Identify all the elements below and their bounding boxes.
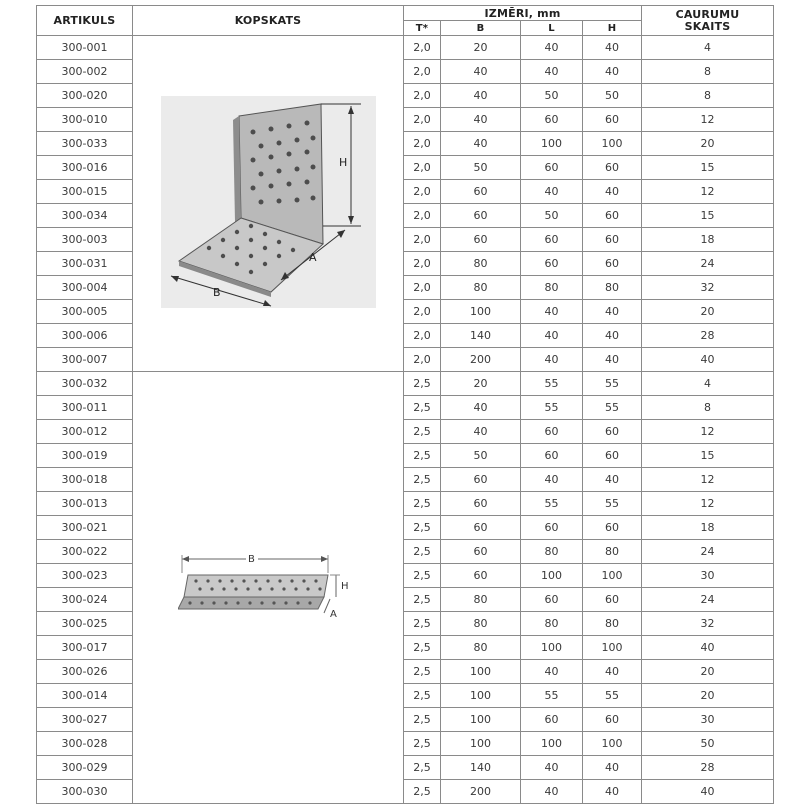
cell-artikuls: 300-013	[37, 492, 133, 516]
cell-h: 50	[583, 84, 642, 108]
cell-holes: 20	[642, 684, 774, 708]
cell-t: 2,5	[404, 780, 441, 804]
cell-holes: 8	[642, 60, 774, 84]
cell-b: 50	[441, 444, 521, 468]
cell-h: 55	[583, 492, 642, 516]
cell-holes: 4	[642, 372, 774, 396]
cell-l: 100	[521, 132, 583, 156]
cell-l: 60	[521, 444, 583, 468]
cell-artikuls: 300-031	[37, 252, 133, 276]
cell-b: 100	[441, 732, 521, 756]
cell-holes: 15	[642, 444, 774, 468]
cell-artikuls: 300-003	[37, 228, 133, 252]
cell-h: 40	[583, 324, 642, 348]
cell-l: 40	[521, 468, 583, 492]
cell-artikuls: 300-001	[37, 36, 133, 60]
angle-bracket-diagram	[161, 96, 376, 308]
cell-artikuls: 300-012	[37, 420, 133, 444]
cell-h: 60	[583, 108, 642, 132]
cell-holes: 20	[642, 300, 774, 324]
cell-h: 80	[583, 540, 642, 564]
cell-holes: 8	[642, 396, 774, 420]
cell-h: 55	[583, 372, 642, 396]
cell-t: 2,5	[404, 492, 441, 516]
header-artikuls: ARTIKULS	[37, 6, 133, 36]
cell-t: 2,0	[404, 348, 441, 372]
cell-holes: 20	[642, 132, 774, 156]
cell-artikuls: 300-014	[37, 684, 133, 708]
cell-t: 2,5	[404, 444, 441, 468]
header-l: L	[521, 21, 583, 36]
cell-b: 80	[441, 636, 521, 660]
cell-holes: 28	[642, 756, 774, 780]
cell-holes: 12	[642, 420, 774, 444]
cell-b: 100	[441, 300, 521, 324]
cell-t: 2,5	[404, 588, 441, 612]
cell-t: 2,5	[404, 636, 441, 660]
cell-holes: 15	[642, 204, 774, 228]
cell-artikuls: 300-033	[37, 132, 133, 156]
cell-t: 2,0	[404, 132, 441, 156]
cell-t: 2,5	[404, 372, 441, 396]
cell-h: 100	[583, 132, 642, 156]
cell-holes: 50	[642, 732, 774, 756]
cell-h: 40	[583, 36, 642, 60]
cell-t: 2,5	[404, 660, 441, 684]
cell-holes: 30	[642, 564, 774, 588]
cell-b: 40	[441, 108, 521, 132]
cell-artikuls: 300-028	[37, 732, 133, 756]
cell-t: 2,0	[404, 252, 441, 276]
cell-l: 80	[521, 612, 583, 636]
cell-holes: 15	[642, 156, 774, 180]
cell-t: 2,0	[404, 60, 441, 84]
cell-artikuls: 300-023	[37, 564, 133, 588]
cell-b: 80	[441, 252, 521, 276]
cell-artikuls: 300-005	[37, 300, 133, 324]
cell-t: 2,5	[404, 732, 441, 756]
cell-holes: 28	[642, 324, 774, 348]
cell-l: 40	[521, 36, 583, 60]
cell-artikuls: 300-004	[37, 276, 133, 300]
cell-b: 80	[441, 276, 521, 300]
cell-t: 2,5	[404, 516, 441, 540]
cell-l: 60	[521, 588, 583, 612]
product-table-wrapper	[36, 5, 774, 804]
cell-artikuls: 300-011	[37, 396, 133, 420]
cell-l: 50	[521, 84, 583, 108]
cell-t: 2,5	[404, 708, 441, 732]
cell-l: 80	[521, 276, 583, 300]
cell-b: 60	[441, 180, 521, 204]
cell-h: 60	[583, 708, 642, 732]
cell-h: 60	[583, 156, 642, 180]
cell-b: 40	[441, 420, 521, 444]
dim-b-label: B	[212, 286, 221, 299]
dim-b-label-2: B	[248, 554, 255, 565]
cell-holes: 40	[642, 780, 774, 804]
cell-b: 80	[441, 612, 521, 636]
cell-holes: 18	[642, 228, 774, 252]
cell-t: 2,0	[404, 204, 441, 228]
cell-holes: 12	[642, 108, 774, 132]
cell-holes: 24	[642, 588, 774, 612]
cell-artikuls: 300-024	[37, 588, 133, 612]
cell-l: 80	[521, 540, 583, 564]
product-table	[36, 5, 774, 804]
cell-h: 100	[583, 732, 642, 756]
cell-b: 200	[441, 780, 521, 804]
cell-holes: 20	[642, 660, 774, 684]
cell-holes: 32	[642, 276, 774, 300]
header-h: H	[583, 21, 642, 36]
dim-h-label: H	[338, 156, 347, 169]
cell-h: 60	[583, 588, 642, 612]
cell-l: 55	[521, 492, 583, 516]
cell-artikuls: 300-021	[37, 516, 133, 540]
header-t: T*	[404, 21, 441, 36]
cell-artikuls: 300-030	[37, 780, 133, 804]
cell-t: 2,5	[404, 420, 441, 444]
cell-b: 40	[441, 60, 521, 84]
cell-h: 60	[583, 204, 642, 228]
cell-artikuls: 300-027	[37, 708, 133, 732]
cell-b: 60	[441, 492, 521, 516]
cell-l: 40	[521, 300, 583, 324]
header-izmeri: IZMĒRI, mm	[404, 6, 642, 21]
cell-t: 2,5	[404, 756, 441, 780]
diagram-cell-bracket	[133, 36, 404, 372]
cell-l: 55	[521, 396, 583, 420]
cell-b: 60	[441, 468, 521, 492]
dim-h-label-2: H	[341, 581, 349, 592]
cell-artikuls: 300-015	[37, 180, 133, 204]
cell-holes: 12	[642, 468, 774, 492]
cell-b: 100	[441, 684, 521, 708]
cell-holes: 40	[642, 636, 774, 660]
cell-b: 140	[441, 756, 521, 780]
cell-t: 2,5	[404, 564, 441, 588]
cell-h: 40	[583, 180, 642, 204]
dim-a-label: A	[308, 251, 317, 264]
cell-l: 50	[521, 204, 583, 228]
cell-b: 60	[441, 228, 521, 252]
table-row	[37, 36, 774, 60]
cell-artikuls: 300-025	[37, 612, 133, 636]
cell-b: 60	[441, 540, 521, 564]
cell-artikuls: 300-017	[37, 636, 133, 660]
cell-h: 40	[583, 60, 642, 84]
cell-h: 40	[583, 468, 642, 492]
header-caurumu: CAURUMU	[675, 7, 740, 21]
cell-t: 2,0	[404, 84, 441, 108]
cell-holes: 8	[642, 84, 774, 108]
cell-l: 60	[521, 252, 583, 276]
cell-t: 2,5	[404, 540, 441, 564]
header-caurumu-skaits	[642, 6, 774, 36]
cell-h: 55	[583, 684, 642, 708]
cell-holes: 32	[642, 612, 774, 636]
diagram-cell-profile	[133, 372, 404, 804]
cell-h: 80	[583, 612, 642, 636]
cell-h: 100	[583, 636, 642, 660]
cell-b: 100	[441, 708, 521, 732]
cell-l: 40	[521, 660, 583, 684]
cell-t: 2,0	[404, 300, 441, 324]
cell-b: 40	[441, 84, 521, 108]
cell-artikuls: 300-010	[37, 108, 133, 132]
cell-holes: 24	[642, 540, 774, 564]
cell-holes: 12	[642, 492, 774, 516]
table-row	[37, 372, 774, 396]
cell-holes: 18	[642, 516, 774, 540]
angle-profile-diagram	[178, 551, 358, 621]
cell-l: 40	[521, 324, 583, 348]
header-skaits: SKAITS	[684, 19, 731, 33]
cell-t: 2,0	[404, 228, 441, 252]
cell-t: 2,5	[404, 396, 441, 420]
cell-h: 40	[583, 348, 642, 372]
table-body	[37, 36, 774, 804]
cell-h: 60	[583, 228, 642, 252]
cell-artikuls: 300-018	[37, 468, 133, 492]
cell-l: 55	[521, 684, 583, 708]
cell-holes: 40	[642, 348, 774, 372]
cell-l: 60	[521, 708, 583, 732]
cell-h: 60	[583, 516, 642, 540]
cell-l: 100	[521, 732, 583, 756]
cell-b: 140	[441, 324, 521, 348]
cell-t: 2,5	[404, 612, 441, 636]
cell-h: 40	[583, 300, 642, 324]
cell-artikuls: 300-006	[37, 324, 133, 348]
header-kopskats: KOPSKATS	[133, 6, 404, 36]
cell-t: 2,0	[404, 156, 441, 180]
cell-t: 2,0	[404, 36, 441, 60]
cell-b: 20	[441, 36, 521, 60]
cell-h: 55	[583, 396, 642, 420]
cell-l: 100	[521, 636, 583, 660]
cell-artikuls: 300-026	[37, 660, 133, 684]
cell-t: 2,5	[404, 468, 441, 492]
cell-h: 40	[583, 756, 642, 780]
cell-b: 40	[441, 132, 521, 156]
cell-artikuls: 300-032	[37, 372, 133, 396]
cell-b: 20	[441, 372, 521, 396]
cell-holes: 4	[642, 36, 774, 60]
cell-l: 40	[521, 348, 583, 372]
cell-artikuls: 300-016	[37, 156, 133, 180]
cell-l: 40	[521, 60, 583, 84]
cell-b: 200	[441, 348, 521, 372]
cell-l: 40	[521, 180, 583, 204]
cell-b: 60	[441, 564, 521, 588]
cell-t: 2,0	[404, 276, 441, 300]
header-b: B	[441, 21, 521, 36]
cell-artikuls: 300-029	[37, 756, 133, 780]
cell-t: 2,0	[404, 324, 441, 348]
cell-l: 55	[521, 372, 583, 396]
cell-t: 2,5	[404, 684, 441, 708]
cell-l: 40	[521, 756, 583, 780]
cell-holes: 30	[642, 708, 774, 732]
cell-b: 40	[441, 396, 521, 420]
cell-artikuls: 300-007	[37, 348, 133, 372]
cell-l: 60	[521, 108, 583, 132]
cell-l: 40	[521, 780, 583, 804]
cell-l: 60	[521, 516, 583, 540]
cell-l: 100	[521, 564, 583, 588]
dim-a-label-2: A	[330, 609, 337, 620]
cell-holes: 24	[642, 252, 774, 276]
cell-b: 100	[441, 660, 521, 684]
cell-b: 60	[441, 516, 521, 540]
cell-artikuls: 300-022	[37, 540, 133, 564]
cell-h: 60	[583, 444, 642, 468]
cell-l: 60	[521, 420, 583, 444]
cell-artikuls: 300-020	[37, 84, 133, 108]
cell-h: 40	[583, 780, 642, 804]
cell-h: 60	[583, 420, 642, 444]
cell-l: 60	[521, 228, 583, 252]
cell-b: 50	[441, 156, 521, 180]
cell-t: 2,0	[404, 108, 441, 132]
cell-artikuls: 300-019	[37, 444, 133, 468]
cell-h: 80	[583, 276, 642, 300]
cell-b: 80	[441, 588, 521, 612]
cell-h: 40	[583, 660, 642, 684]
cell-h: 60	[583, 252, 642, 276]
cell-t: 2,0	[404, 180, 441, 204]
cell-h: 100	[583, 564, 642, 588]
cell-artikuls: 300-002	[37, 60, 133, 84]
cell-artikuls: 300-034	[37, 204, 133, 228]
cell-holes: 12	[642, 180, 774, 204]
cell-l: 60	[521, 156, 583, 180]
cell-b: 60	[441, 204, 521, 228]
